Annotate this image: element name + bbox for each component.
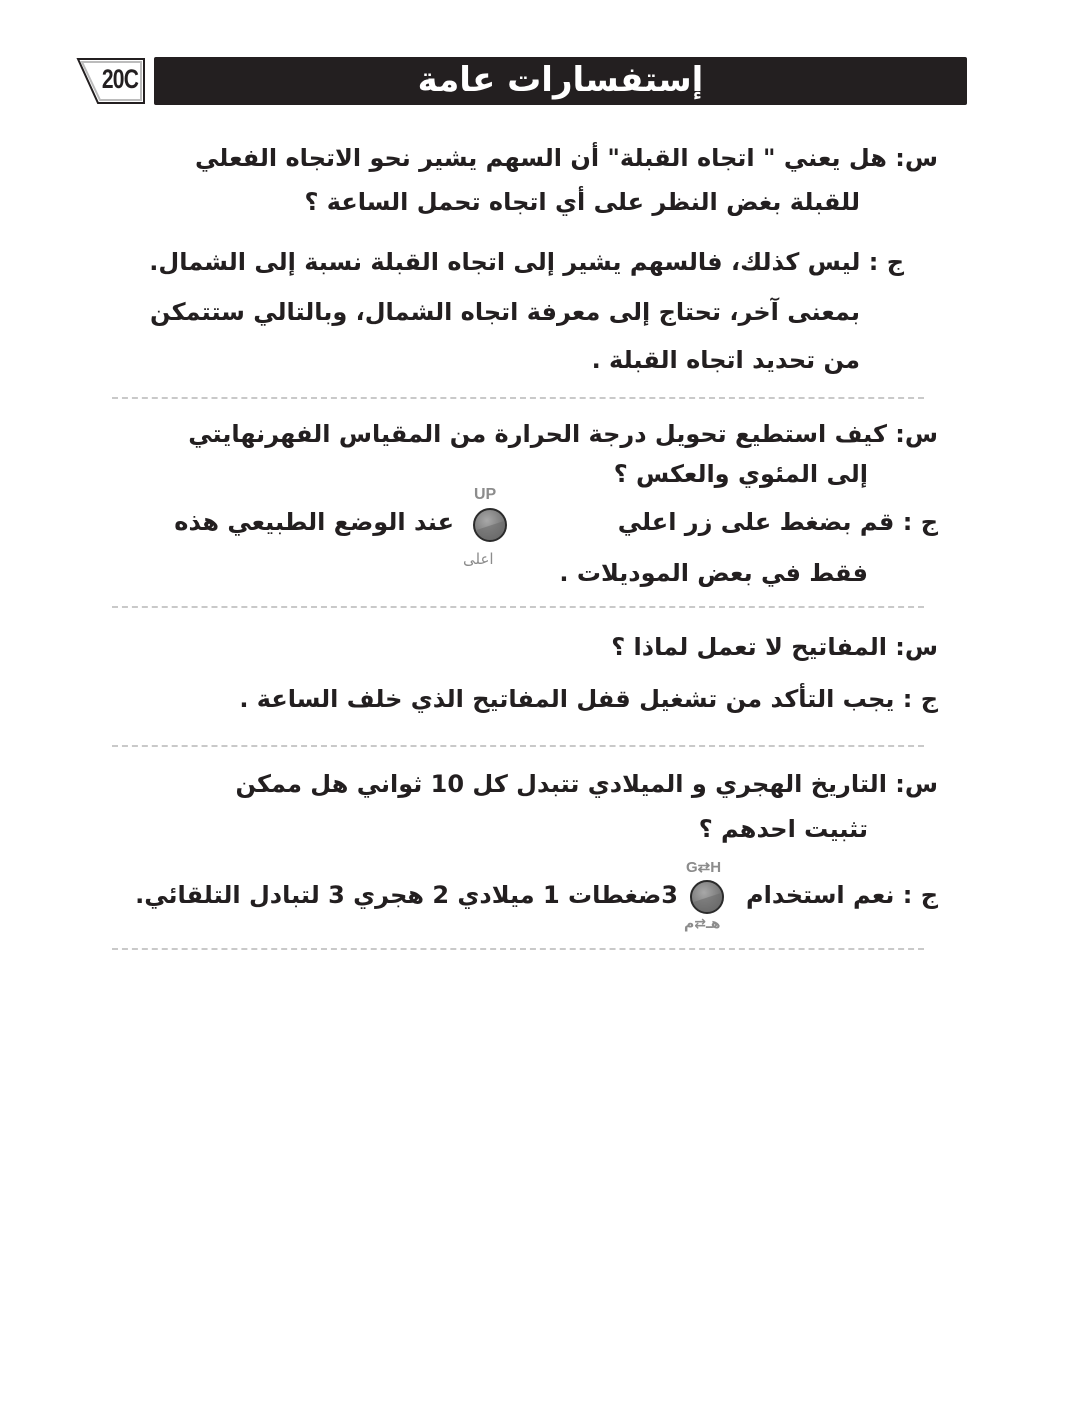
date-toggle-button-icon	[690, 880, 724, 914]
divider	[112, 745, 924, 747]
faq-2-answer-part-2: عند الوضع الطبيعي هذه	[174, 508, 454, 536]
date-toggle-button-label: G⇄H	[686, 859, 722, 876]
faq-2-question-line-1: س: كيف استطيع تحويل درجة الحرارة من المقياس الفهرنهايتي	[188, 420, 938, 448]
up-button-label: UP	[474, 486, 497, 503]
up-button-icon	[473, 508, 507, 542]
faq-1-question-line-1: س: هل يعني " اتجاه القبلة" أن السهم يشير نحو الاتجاه الفعلي	[195, 144, 938, 172]
page-number-tab	[76, 56, 146, 106]
page-title: إستفسارات عامة	[154, 57, 967, 105]
faq-1-answer-line-2: بمعنى آخر، تحتاج إلى معرفة اتجاه الشمال، وبالتالي ستتمكن	[150, 298, 860, 326]
page-number: 20C	[101, 64, 139, 94]
faq-2-question-line-2: إلى المئوي والعكس ؟	[613, 460, 868, 488]
faq-1-answer-line-3: من تحديد اتجاه القبلة .	[591, 346, 860, 374]
faq-2-answer-line-2: فقط في بعض الموديلات .	[559, 559, 868, 587]
divider	[112, 397, 924, 399]
divider	[112, 606, 924, 608]
faq-2-answer-part-1: ج : قم بضغط على زر اعلي	[617, 508, 938, 536]
up-button-arabic-label: اعلى	[463, 550, 494, 568]
faq-1-question-line-2: للقبلة بغض النظر على أي اتجاه تحمل الساعة ؟	[304, 188, 860, 216]
date-toggle-button-arabic-label: هـ⇄م	[684, 916, 721, 932]
faq-3-question: س: المفاتيح لا تعمل لماذا ؟	[611, 633, 938, 661]
faq-4-question-line-2: تثبيت احدهم ؟	[698, 815, 868, 843]
faq-3-answer: ج : يجب التأكد من تشغيل قفل المفاتيح الذي خلف الساعة .	[239, 685, 938, 713]
faq-4-answer-part-1: ج : نعم استخدام	[746, 881, 938, 909]
faq-1-answer-line-1: ج : ليس كذلك، فالسهم يشير إلى اتجاه القبلة نسبة إلى الشمال.	[149, 248, 904, 276]
faq-4-question-line-1: س: التاريخ الهجري و الميلادي تتبدل كل 10 ثواني هل ممكن	[235, 770, 938, 798]
divider	[112, 948, 924, 950]
faq-4-answer-part-2: 3ضغطات 1 ميلادي 2 هجري 3 لتبادل التلقائي.	[135, 881, 678, 909]
